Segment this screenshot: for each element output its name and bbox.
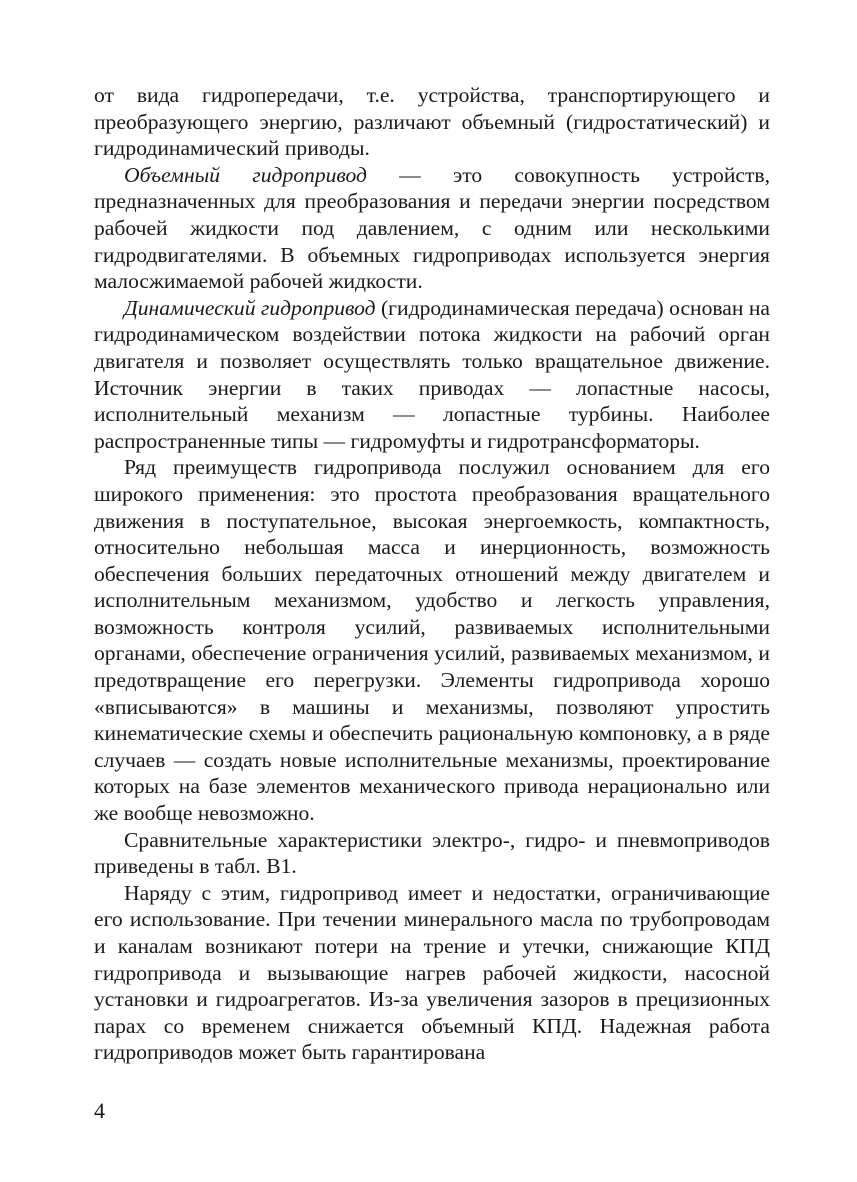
paragraph-5-text: Сравнительные характеристики электро-, гидро- и пневмоприводов приведены в табл. В1. (94, 827, 770, 879)
paragraph-1 (94, 82, 770, 162)
page-body (94, 82, 770, 1066)
paragraph-4-text: Ряд преимуществ гидропривода послужил основанием для его широкого применения: это простота преобразования вращательного движения в поступательное, высокая энергоемкость, компактность, относительно небольшая масса и инерционность, возможность обеспечения больших передаточных отношений между двигателем и исполнительным механизмом, удобство и легкость управления, возможность контроля усилий, развиваемых исполнительными органами, обеспечение ограничения усилий, развиваемых механизмом, и предотвращение его перегрузки. Элементы гидропривода хорошо «вписываются» в машины и механизмы, позволяют упростить кинематические схемы и обеспечить рациональную компоновку, а в ряде случаев — создать новые исполнительные механизмы, проектирование которых на базе элементов механического привода нерационально или же вообще невозможно. (94, 455, 770, 826)
paragraph-3 (94, 295, 770, 455)
paragraph-2-text: — это совокупность устройств, предназначенных для преобразования и передачи энергии посредством рабочей жидкости под давлением, с одним или несколькими гидродвигателями. В объемных гидроприводах используется энергия малосжимаемой рабочей жидкости. (94, 162, 770, 294)
paragraph-4 (94, 454, 770, 826)
paragraph-3-text: (гидродинамическая передача) основан на гидродинамическом воздействии потока жидкости на рабочий орган двигателя и позволяет осуществлять только вращательное движение. Источник энергии в таких приводах — лопастные насосы, исполнительный механизм — лопастные турбины. Наиболее распространенные типы — гидромуфты и гидротрансформаторы. (94, 295, 770, 453)
paragraph-6 (94, 880, 770, 1066)
paragraph-1-text: от вида гидропередачи, т.е. устройства, транспортирующего и преобразующего энергию, различают объемный (гидростатический) и гидродинамический приводы. (94, 83, 770, 161)
paragraph-3-term: Динамический гидропривод (124, 295, 376, 320)
paragraph-5 (94, 827, 770, 880)
paragraph-6-text: Наряду с этим, гидропривод имеет и недостатки, ограничивающие его использование. При течении минерального масла по трубопроводам и каналам возникают потери на трение и утечки, снижающие КПД гидропривода и вызывающие нагрев рабочей жидкости, насосной установки и гидроагрегатов. Из-за увеличения зазоров в прецизионных парах со временем снижается объемный КПД. Надежная работа гидроприводов может быть гарантирована (94, 880, 770, 1065)
paragraph-2-term: Объемный гидропривод (124, 162, 367, 187)
page-number: 4 (94, 1098, 105, 1123)
paragraph-2 (94, 162, 770, 295)
